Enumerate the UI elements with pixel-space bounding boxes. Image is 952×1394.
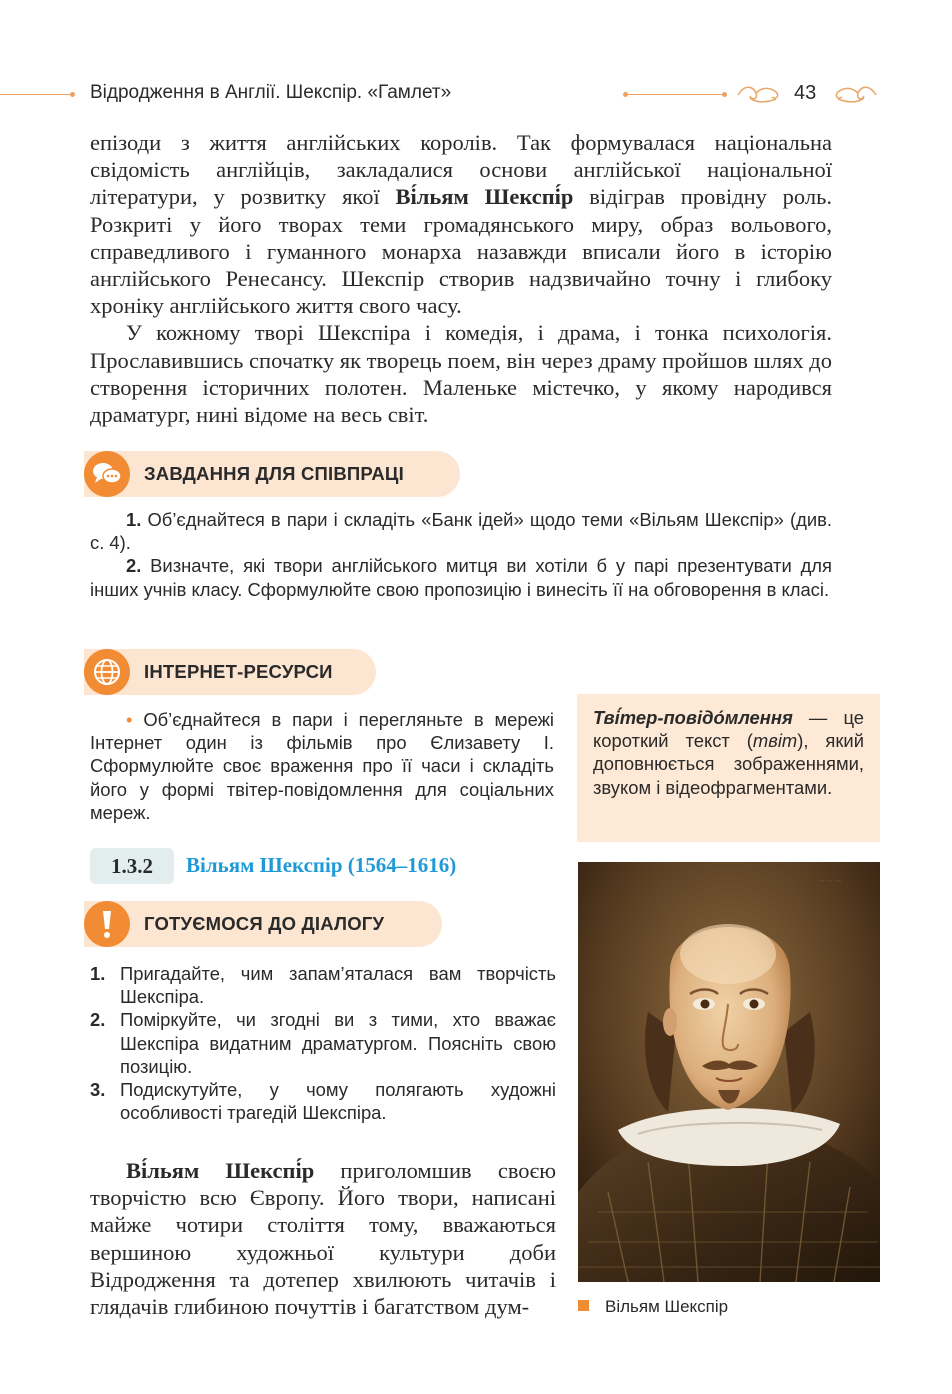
chat-bubbles-icon [84, 451, 130, 497]
collab-heading: ЗАВДАННЯ ДЛЯ СПІВПРАЦІ [144, 463, 404, 484]
portrait-caption [578, 1297, 728, 1317]
bold-name: Ві́льям Шекспі́р [126, 1158, 315, 1183]
task-item [90, 508, 832, 554]
section-number: 1.3.2 [90, 848, 174, 884]
text-span: відіграв провідну роль. Розкриті у його творах теми громадянського миру, образ вольового, справедливого і гуманного монарха назавжди вписали його в історію англійського Ренесансу. Шекспір створив надзвичайно точну і глибоку хроніку англійського життя свого часу. [90, 184, 832, 319]
caption-marker [578, 1300, 589, 1311]
collab-tasks [90, 508, 832, 601]
item-text: Пригадайте, чим запам’яталася вам творчість Шекспіра. [120, 963, 556, 1008]
paragraph [90, 1157, 556, 1320]
header-rule-left [0, 94, 72, 95]
shakespeare-portrait [578, 862, 880, 1282]
item-number: 1. [90, 963, 106, 984]
ornament-right-icon [832, 83, 878, 105]
item-text: Подискутуйте, у чому полягають художні особливості трагедій Шекспіра. [120, 1079, 556, 1124]
exclamation-icon [84, 901, 130, 947]
dialog-heading-pill [84, 901, 442, 947]
item-number: 2. [90, 1009, 106, 1031]
globe-icon [84, 649, 130, 695]
header-rule-right [626, 94, 724, 95]
item-number: 3. [90, 1079, 106, 1101]
text-span: ), який доповнюється зображеннями, звуком і відеофрагментами. [593, 730, 864, 798]
internet-heading-pill [84, 649, 376, 695]
caption-text: Вільям Шекспір [605, 1297, 729, 1316]
ornament-left-icon [736, 83, 782, 105]
paragraph [90, 708, 554, 824]
task-text: Об’єднайтеся в пари і перегляньте в мережі Інтернет один із фільмів про Єлизавету I. Сформулюйте своє враження про її часи і складіть його у формі твітер-повідомлення для соціальних мереж. [90, 709, 554, 823]
running-header [0, 80, 952, 110]
svg-text:~~~: ~~~ [818, 876, 844, 887]
text-span: приголомшив своєю творчістю всю Європу. Його твори, написані майже чотири століття тому, вважаються вершиною художньої культури доби Відродження та дотепер хвилюють читачів і глядачів глибиною почуттів і багатством дум- [90, 1158, 557, 1320]
item-text: Поміркуйте, чи згодні ви з тими, хто вважає Шекспіра видатним драматургом. Поясніть свою позицію. [120, 1009, 556, 1077]
task-text: Об’єднайтеся в пари і складіть «Банк ідей» щодо теми «Вільям Шекспір» (див. с. 4). [90, 509, 832, 554]
task-text: Визначте, які твори англійського митця ви хотіли б у парі презентувати для інших учнів класу. Сформулюйте свою пропозицію і винесіть її на обговорення в класі. [90, 555, 832, 600]
task-number: 1. [126, 509, 142, 530]
list-item [90, 1078, 556, 1124]
section-title: Вільям Шекспір (1564–1616) [186, 853, 457, 877]
task-item [90, 554, 832, 600]
page-number: 43 [794, 82, 817, 104]
bold-name: Ві́льям Шекспі́р [395, 184, 574, 210]
list-item [90, 962, 556, 1008]
portrait-image [578, 862, 880, 1282]
internet-task [90, 708, 554, 824]
collab-heading-pill [84, 451, 460, 497]
text-span: епізоди з життя англійських королів. Так формувалася національна свідомість англійців, закладалися основи англійської національної літератури, у розвитку якої [90, 130, 832, 210]
bullet: • [126, 709, 133, 730]
definition-term: Тві́тер-повідо́млення [593, 707, 793, 728]
dialog-heading: ГОТУЄМОСЯ ДО ДІАЛОГУ [144, 913, 385, 934]
running-title: Відродження в Англії. Шекспір. «Гамлет» [90, 82, 452, 103]
paragraph: У кожному творі Шекспіра і комедія, і драма, і тонка психологія. Прославившись спочатку як творець поем, він через драму пройшов шлях до створення історичних полотен. Маленьке містечко, у якому народився драматург, нині відоме на весь світ. [90, 320, 832, 428]
dialog-questions [90, 962, 556, 1124]
internet-heading: ІНТЕРНЕТ-РЕСУРСИ [144, 661, 333, 682]
task-number: 2. [126, 555, 142, 577]
text-span: — це короткий текст ( [593, 707, 864, 752]
italic-term: твіт [752, 730, 798, 752]
list-item [90, 1008, 556, 1078]
definition-box [577, 694, 880, 842]
paragraph [90, 129, 832, 319]
definition-text [593, 706, 864, 799]
shakespeare-text [90, 1157, 556, 1320]
intro-text [90, 129, 832, 428]
